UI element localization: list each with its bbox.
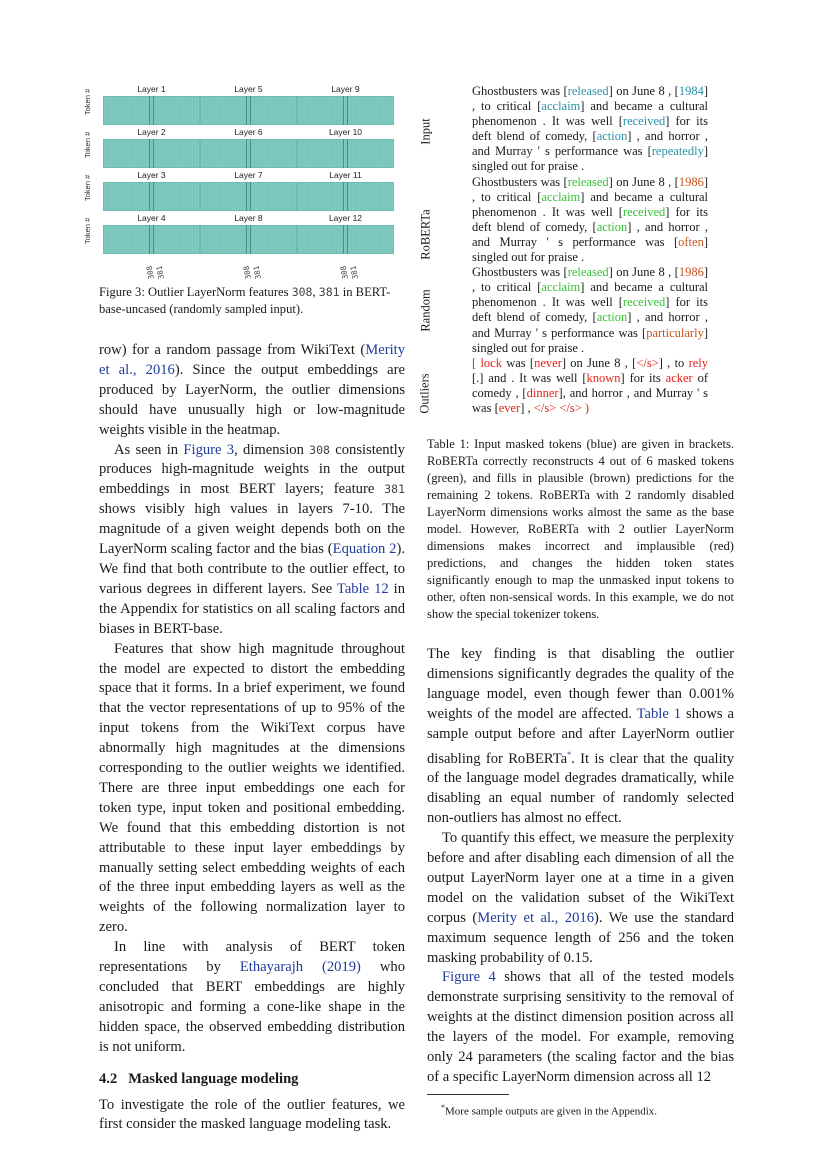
citation-merity-2[interactable]: Merity et al., 2016 [477,909,594,926]
outlier-dimension-stripe [153,225,154,254]
outlier-token: ever [498,400,521,415]
row-label-random: Random [418,289,433,332]
citation-ethayarajh[interactable]: Ethayarajh (2019) [239,959,361,976]
heatmap-panel [103,213,200,255]
outlier-dimension-stripe [149,225,150,254]
heatmap-panel-title: Layer 9 [331,84,360,94]
outlier-dimension-stripe [246,139,247,168]
footnote: *More sample outputs are given in the Appendix. [441,1102,658,1118]
dimension-tick-label: 308 [338,265,350,280]
row-label-input: Input [418,118,433,145]
heatmap-panel-title: Layer 1 [137,84,166,94]
outlier-token: </s> </s> ) [533,400,590,415]
paragraph-figure4: Figure 4 shows that all of the tested models demonstrate surprising sensitivity to the removal of weights at the distinct dimension position across all the layers of the model. For example, removing only 24 parameters (the scaling factor and the bias of a specific LayerNorm dimension across all 12 [427,969,734,1085]
heatmap-panel [200,170,297,212]
outlier-dimension-stripe [347,182,348,211]
row-label-roberta: RoBERTa [418,208,433,260]
outlier-dimension-stripe [246,225,247,254]
token-axis-label: Token # [83,88,92,115]
row-label-outliers: Outliers [417,373,432,414]
outlier-dimension-stripe [250,139,251,168]
outlier-token: lock [480,355,502,370]
heatmap-panel [200,127,297,169]
outlier-dimension-stripe [347,96,348,125]
table-row-input: Input Ghostbusters was [released] on June 8 , [1984] , to critical [acclaim] and became a cultural phenomenon . It was well [received] for its deft blend of comedy, [action] , and horror , and Murray ' s performance was [repeatedly] singled out for praise . [418,84,708,174]
paragraph-embedding-distortion: Features that show high magnitude throughout the model are expected to distort the embedding space that it forms. In a brief experiment, we found that the vector representations of up to 95% of the input tokens from the WikiText corpus have abnormally high magnitudes at the dimensions corresponding to the outlier weights we identified. There are three input embeddings one each for token type, input token and positional embedding. We found that this embedding distortion is not attributable to these input layer embeddings by manually setting select embedding weights of each of the three input embedding layers as well as the weights of the following normalization layer to zero. [99,640,405,936]
link-equation-2[interactable]: Equation 2 [332,541,397,558]
table-1 [417,84,734,416]
heatmap-panel-title: Layer 8 [234,213,263,223]
paragraph-mlm-intro: To investigate the role of the outlier features, we first consider the masked language modeling task. [99,1096,405,1133]
outlier-token: was [ [501,355,535,370]
outlier-dimension-stripe [246,96,247,125]
outlier-dimension-stripe [149,182,150,211]
heatmap-panel-title: Layer 12 [328,213,363,223]
outlier-token: </s> [636,355,659,370]
heatmap-panel-title: Layer 5 [234,84,263,94]
heatmap-panel [200,213,297,255]
heatmap-panel [297,170,394,212]
section-heading-4-2: 4.2 Masked language modeling [99,1070,299,1087]
outlier-dimension-stripe [153,96,154,125]
heatmap-row [83,84,405,127]
left-column [83,84,406,1135]
heatmap-panel-title: Layer 2 [137,127,166,137]
heatmap-row [83,213,405,256]
heatmap-image [297,96,394,125]
heatmap-image [200,139,297,168]
outlier-dimension-stripe [153,139,154,168]
token-axis-label: Token # [83,217,92,244]
outlier-dimension-stripe [149,96,150,125]
dimension-tick-label: 381 [251,265,263,280]
heatmap-image [297,225,394,254]
heatmap-panel [103,84,200,126]
paragraph-anisotropy: In line with analysis of BERT token representations by Ethayarajh (2019) who concluded that BERT embeddings are highly anisotropic and forming a cone-like shape in the hidden space, the observed embedding distribution is not uniform. [99,939,406,1055]
outlier-dimension-stripe [250,225,251,254]
heatmap-panel [297,127,394,169]
outlier-token: ] , to [658,355,689,370]
outlier-token: dinner [526,385,559,400]
link-table-1[interactable]: Table 1 [636,705,682,722]
token-axis-label: Token # [83,174,92,201]
outlier-dimension-stripe [153,182,154,211]
heatmap-panel-title: Layer 6 [234,127,263,137]
dimension-tick-label: 308 [241,265,253,280]
outlier-dimension-stripe [343,225,344,254]
heatmap-image [103,96,200,125]
heatmap-image [103,139,200,168]
paragraph-key-finding: The key finding is that disabling the outlier dimensions significantly degrades the quality of the language model, even though fewer than 0.001% weights of the model are affected. Table 1 shows a sample output before and after LayerNorm outlier disabling for RoBERTa*. It is clear that the quality of the language model degrades dramatically, while disabling an equal number of randomly selected non-outliers has almost no effect. [427,646,735,827]
outlier-dimension-stripe [250,182,251,211]
heatmap-image [297,139,394,168]
heatmap-panel-title: Layer 7 [234,170,263,180]
outlier-dimension-stripe [250,96,251,125]
dimension-tick-label: 381 [348,265,360,280]
figure-3-tick-row [99,256,405,282]
heatmap-panel [297,213,394,255]
table-row-roberta: RoBERTa Ghostbusters was [released] on June 8 , [1986] , to critical [acclaim] and became a cultural phenomenon . It was well [received] for its deft blend of comedy, [action] , and horror , and Murray ' s performance was [often] singled out for praise . [418,174,708,265]
footnote-divider [427,1094,509,1095]
outlier-token: ] for its [620,370,666,385]
link-figure-4[interactable]: Figure 4 [442,969,496,986]
paragraph-perplexity: To quantify this effect, we measure the perplexity before and after disabling each dimension of all the output LayerNorm layer one at a time in a given model on the validation subset of the WikiText corpus (Merity et al., 2016). We use the standard maximum sequence length of 256 and the token masking probability of 0.15. [427,830,734,966]
footnote-marker[interactable]: * [567,749,572,759]
outlier-dimension-stripe [343,182,344,211]
outlier-token: ], and horror , and Murray ' s was [ [472,385,708,415]
outlier-token: known [586,370,621,385]
dimension-tick-label: 381 [154,265,166,280]
caption-dim-381: 381 [318,285,340,299]
outlier-dimension-stripe [246,182,247,211]
link-figure-3[interactable]: Figure 3 [183,441,235,458]
table-row-outliers [417,355,734,416]
outlier-dimension-stripe [343,139,344,168]
citation-merity[interactable]: Merity et al., 2016 [99,342,405,378]
heatmap-image [200,96,297,125]
link-table-12[interactable]: Table 12 [336,580,389,597]
right-column [417,84,735,1119]
table-1-caption: Table 1: Input masked tokens (blue) are given in brackets. RoBERTa correctly reconstructs 4 out of 6 masked tokens (green), and fills in plausible (brown) predictions for the remaining 2 tokens. RoBERTa with 2 randomly disabled LayerNorm dimensions works almost the same as the base model. However, RoBERTa with 2 outlier LayerNorm dimensions makes incorrect and implausible (red) predictions, and changes the hidden token states significantly enough to map the unmasked input tokens to other, often non-sensical words. In this example, we do not show the special tokenizer tokens. [427,437,734,622]
outlier-token: never [534,355,562,370]
dimension-tick-label: 308 [144,265,156,280]
table-row-random: Random Ghostbusters was [released] on June 8 , [1986] , to critical [acclaim] and became a cultural phenomenon . It was well [received] for its deft blend of comedy, [action] , and horror , and Murray ' s performance was [particularly] singled out for praise . [418,265,708,355]
paragraph-figure3-analysis: As seen in Figure 3, dimension 308 consistently produces high-magnitude weights in the output embeddings in most BERT layers; feature 381 shows visibly high values in layers 7-10. The magnitude of a given weight depends both on the LayerNorm scaling factor and the bias (Equation 2). We find that both contribute to the outlier effect, to various degrees in different layers. See Table 12 in the Appendix for statistics on all scaling factors and biases in BERT-base. [99,441,405,637]
token-axis-label: Token # [83,131,92,158]
heatmap-panel [103,127,200,169]
caption-dim-308: 308 [291,285,313,299]
outlier-token: ] , [520,400,534,415]
outlier-dimension-stripe [343,96,344,125]
heatmap-panel-title: Layer 11 [329,170,362,180]
heatmap-image [200,182,297,211]
heatmap-panel-title: Layer 4 [137,213,166,223]
outlier-token: acker [665,370,693,385]
heatmap-row [83,170,405,213]
heatmap-panel-title: Layer 3 [137,170,166,180]
outlier-dimension-stripe [149,139,150,168]
heatmap-image [103,225,200,254]
heatmap-row [83,127,405,170]
heatmap-panel-title: Layer 10 [328,127,363,137]
heatmap-panel [103,170,200,212]
outlier-dimension-stripe [347,225,348,254]
heatmap-image [297,182,394,211]
paragraph-wikitext: row) for a random passage from WikiText (Merity et al., 2016). Since the output embeddings are produced by LayerNorm, the outlier dimensions should have unusually high or low-magnitude weights visible in the heatmap. [99,342,405,438]
figure-3-caption: Figure 3: Outlier LayerNorm features 308, 381 in BERT-base-uncased (randomly sampled input). [99,285,391,316]
outlier-token: [ [472,355,481,370]
heatmap-image [200,225,297,254]
outlier-token: [.] and . It was well [ [472,370,587,385]
heatmap-image [103,182,200,211]
outlier-dimension-stripe [347,139,348,168]
heatmap-panel [200,84,297,126]
heatmap-panel [297,84,394,126]
figure-3-heatmaps [83,84,405,256]
outlier-token: ] on June 8 , [ [561,355,637,370]
outlier-token: of comedy , [ [472,370,708,400]
outlier-token: rely [688,355,708,370]
